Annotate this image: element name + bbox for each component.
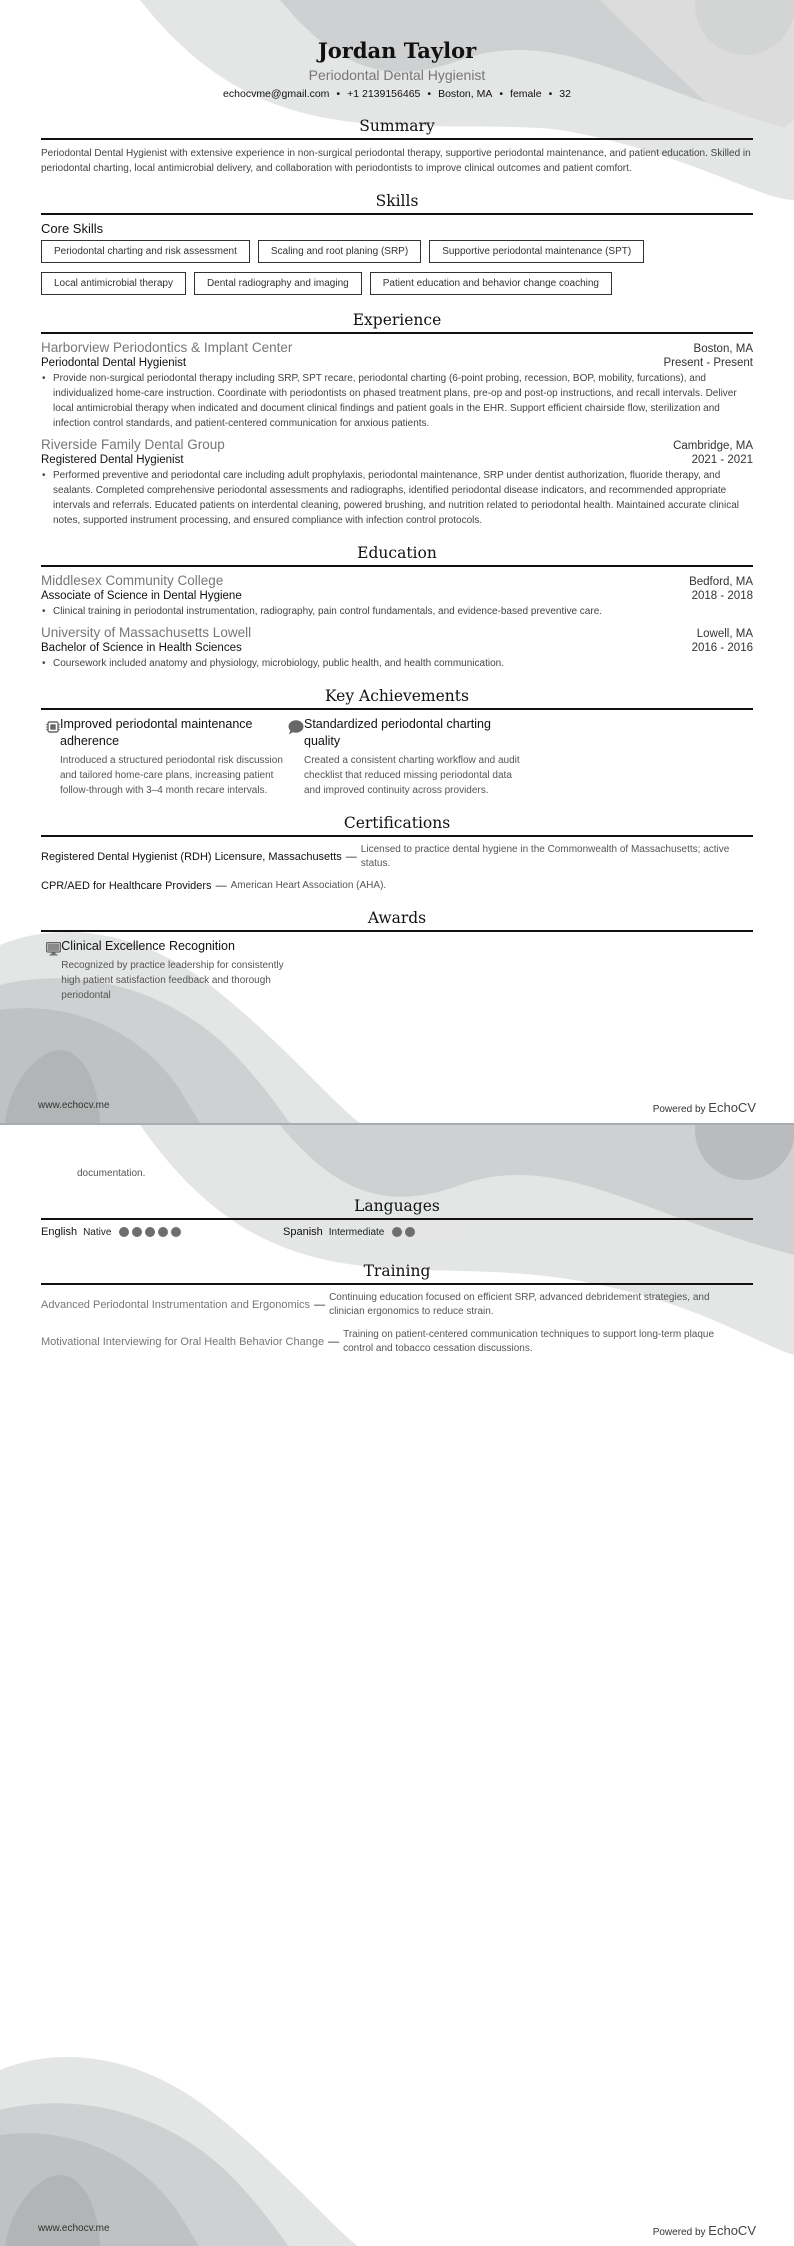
achievement-desc: Introduced a structured periodontal risk discussion and tailored home-care plans, increasing patient follow-through with 3–4 month recare intervals. [60,755,283,796]
language-level: Intermediate [328,1226,385,1238]
section-title-education: Education [41,544,753,567]
achievement-title: Standardized periodontal charting quality [304,717,491,748]
education-entry [41,625,753,671]
language-level: Native [83,1226,112,1238]
award-title: Clinical Excellence Recognition [61,939,235,953]
skill-chip: Patient education and behavior change coaching [370,272,612,295]
skill-chip: Dental radiography and imaging [194,272,362,295]
job-location: Cambridge, MA [673,440,753,452]
experience-section [41,311,753,528]
training-name: Motivational Interviewing for Oral Health Behavior Change [41,1336,325,1348]
award-desc: Recognized by practice leadership for consistently high patient satisfaction feedback and thorough periodontal [61,960,284,1001]
resume-content-page-2 [41,1163,753,1365]
certification-item [41,843,753,871]
certification-desc: Licensed to practice dental hygiene in the Commonwealth of Massachusetts; active status. [360,844,730,869]
speech-bubble-icon [283,716,304,798]
company-name: Riverside Family Dental Group [41,437,225,452]
certifications-section [41,814,753,893]
school-name: University of Massachusetts Lowell [41,625,252,640]
job-dates: 2021 - 2021 [691,454,753,466]
education-bullet: • Clinical training in periodontal instrumentation, radiography, pain control fundamentals, and evidence-based preventive care. [41,604,753,619]
section-title-summary: Summary [41,117,753,140]
certification-name: CPR/AED for Healthcare Providers [41,880,212,892]
certification-desc: American Heart Association (AHA). [230,880,387,891]
experience-entry [41,437,753,528]
language-item [41,1226,283,1238]
school-location: Bedford, MA [689,576,753,588]
degree: Associate of Science in Dental Hygiene [41,590,242,602]
footer-website[interactable]: www.echocv.me [38,2223,110,2234]
resume-content-page-1 [41,38,753,1003]
job-role: Periodontal Dental Hygienist [41,357,187,369]
achievement-desc: Created a consistent charting workflow and audit checklist that reduced missing periodontal data and improved continuity across providers. [304,755,520,796]
section-title-languages: Languages [41,1197,753,1220]
contact-gender: female [510,88,542,100]
training-item [41,1328,753,1356]
separator-dot: • [499,88,504,100]
education-entry [41,573,753,619]
contact-location: Boston, MA [438,88,493,100]
section-title-awards: Awards [41,909,753,932]
skill-chip: Periodontal charting and risk assessment [41,240,250,263]
job-role: Registered Dental Hygienist [41,454,184,466]
training-desc: Training on patient-centered communication techniques to support long-term plaque control and tobacco cessation discussions. [343,1329,715,1354]
page-footer [38,2223,756,2238]
school-name: Middlesex Community College [41,573,224,588]
language-proficiency-dots [392,1227,454,1237]
training-name: Advanced Periodontal Instrumentation and Ergonomics [41,1299,311,1311]
section-title-training: Training [41,1262,753,1285]
languages-section [41,1197,753,1238]
skills-group-title: Core Skills [41,221,104,236]
dash-separator: — [345,851,357,863]
footer-brand: EchoCV [708,1100,756,1115]
skill-chip: Local antimicrobial therapy [41,272,186,295]
skill-chip: Scaling and root planing (SRP) [258,240,421,263]
education-dates: 2018 - 2018 [691,590,753,602]
section-title-achievements: Key Achievements [41,687,753,710]
skills-chip-list [41,240,753,295]
award-desc-continued [41,1163,753,1181]
certification-item [41,879,753,893]
skills-section [41,192,753,295]
certification-name: Registered Dental Hygienist (RDH) Licensure, Massachusetts [41,851,342,863]
summary-section [41,117,753,176]
job-location: Boston, MA [693,343,753,355]
candidate-title: Periodontal Dental Hygienist [308,67,486,83]
dash-separator: — [314,1299,326,1311]
contact-age: 32 [559,88,571,100]
contact-line [41,88,753,100]
education-section [41,544,753,671]
language-item [283,1226,454,1238]
summary-text: Periodontal Dental Hygienist with extensive experience in non-surgical periodontal therapy, supportive periodontal maintenance, and patient education. Skilled in periodontal charting, local antimicrobial delivery, and collaboration with periodontists to improve clinical outcomes and patient comfort. [41,148,751,174]
footer-website[interactable]: www.echocv.me [38,1100,110,1111]
dash-separator: — [215,880,227,892]
language-name: English [41,1226,78,1238]
achievement-item [41,716,283,798]
footer-powered-by: Powered by [652,1104,706,1115]
education-dates: 2016 - 2016 [691,642,753,654]
award-desc-continuation: documentation. [77,1168,146,1179]
training-desc: Continuing education focused on efficient SRP, advanced debridement strategies, and clinician ergonomics to reduce strain. [329,1292,710,1317]
section-title-skills: Skills [41,192,753,215]
resume-page-2 [0,1123,794,2246]
education-bullet: • Coursework included anatomy and physiology, microbiology, public health, and health communication. [41,656,753,671]
achievement-title: Improved periodontal maintenance adherence [60,717,253,748]
degree: Bachelor of Science in Health Sciences [41,642,242,654]
contact-phone[interactable]: +1 2139156465 [347,88,421,100]
training-section [41,1262,753,1356]
dash-separator: — [328,1336,340,1348]
footer-powered-by: Powered by [652,2227,706,2238]
candidate-name: Jordan Taylor [317,38,477,63]
section-title-certifications: Certifications [41,814,753,837]
job-bullet: • Performed preventive and periodontal care including adult prophylaxis, periodontal maintenance, SRP under dentist authorization, fluoride therapy, and sealants. Completed comprehensive periodontal assessments and radiographs, identified periodontal disease indicators, and recommended appropriate intervals and referrals. Educated patients on interdental cleaning, powered brushing, and nutrition related to periodontal health. Maintained accurate clinical notes, supported instrument processing, and ensured compliance with infection control protocols. [41,468,753,528]
experience-entry [41,340,753,431]
page-footer [38,1100,756,1115]
chip-icon [41,716,60,798]
award-item [41,938,301,1003]
achievement-item [283,716,525,798]
training-item [41,1291,753,1319]
skill-chip: Supportive periodontal maintenance (SPT) [429,240,644,263]
separator-dot: • [336,88,341,100]
job-bullet: • Provide non-surgical periodontal therapy including SRP, SPT recare, periodontal charting (6-point probing, recession, BOP, mobility, furcations), and individualized home-care instruction. Coordinate with periodontists on phased treatment plans, pre-op and post-op instructions, and recall intervals. Deliver local antimicrobial therapy when indicated and document clinical findings and patient goals in the EHR. Support efficient chairside flow, sterilization and infection control standards, and patient-centered communication for anxious patients. [41,371,753,431]
monitor-icon [41,938,61,1003]
footer-brand: EchoCV [708,2223,756,2238]
language-name: Spanish [283,1226,323,1238]
contact-email[interactable]: echocvme@gmail.com [223,88,330,100]
awards-section [41,909,753,1003]
language-proficiency-dots [119,1227,181,1237]
achievements-section [41,687,753,798]
job-dates: Present - Present [663,357,753,369]
company-name: Harborview Periodontics & Implant Center [41,340,293,355]
school-location: Lowell, MA [696,628,753,640]
section-title-experience: Experience [41,311,753,334]
separator-dot: • [548,88,553,100]
separator-dot: • [427,88,432,100]
